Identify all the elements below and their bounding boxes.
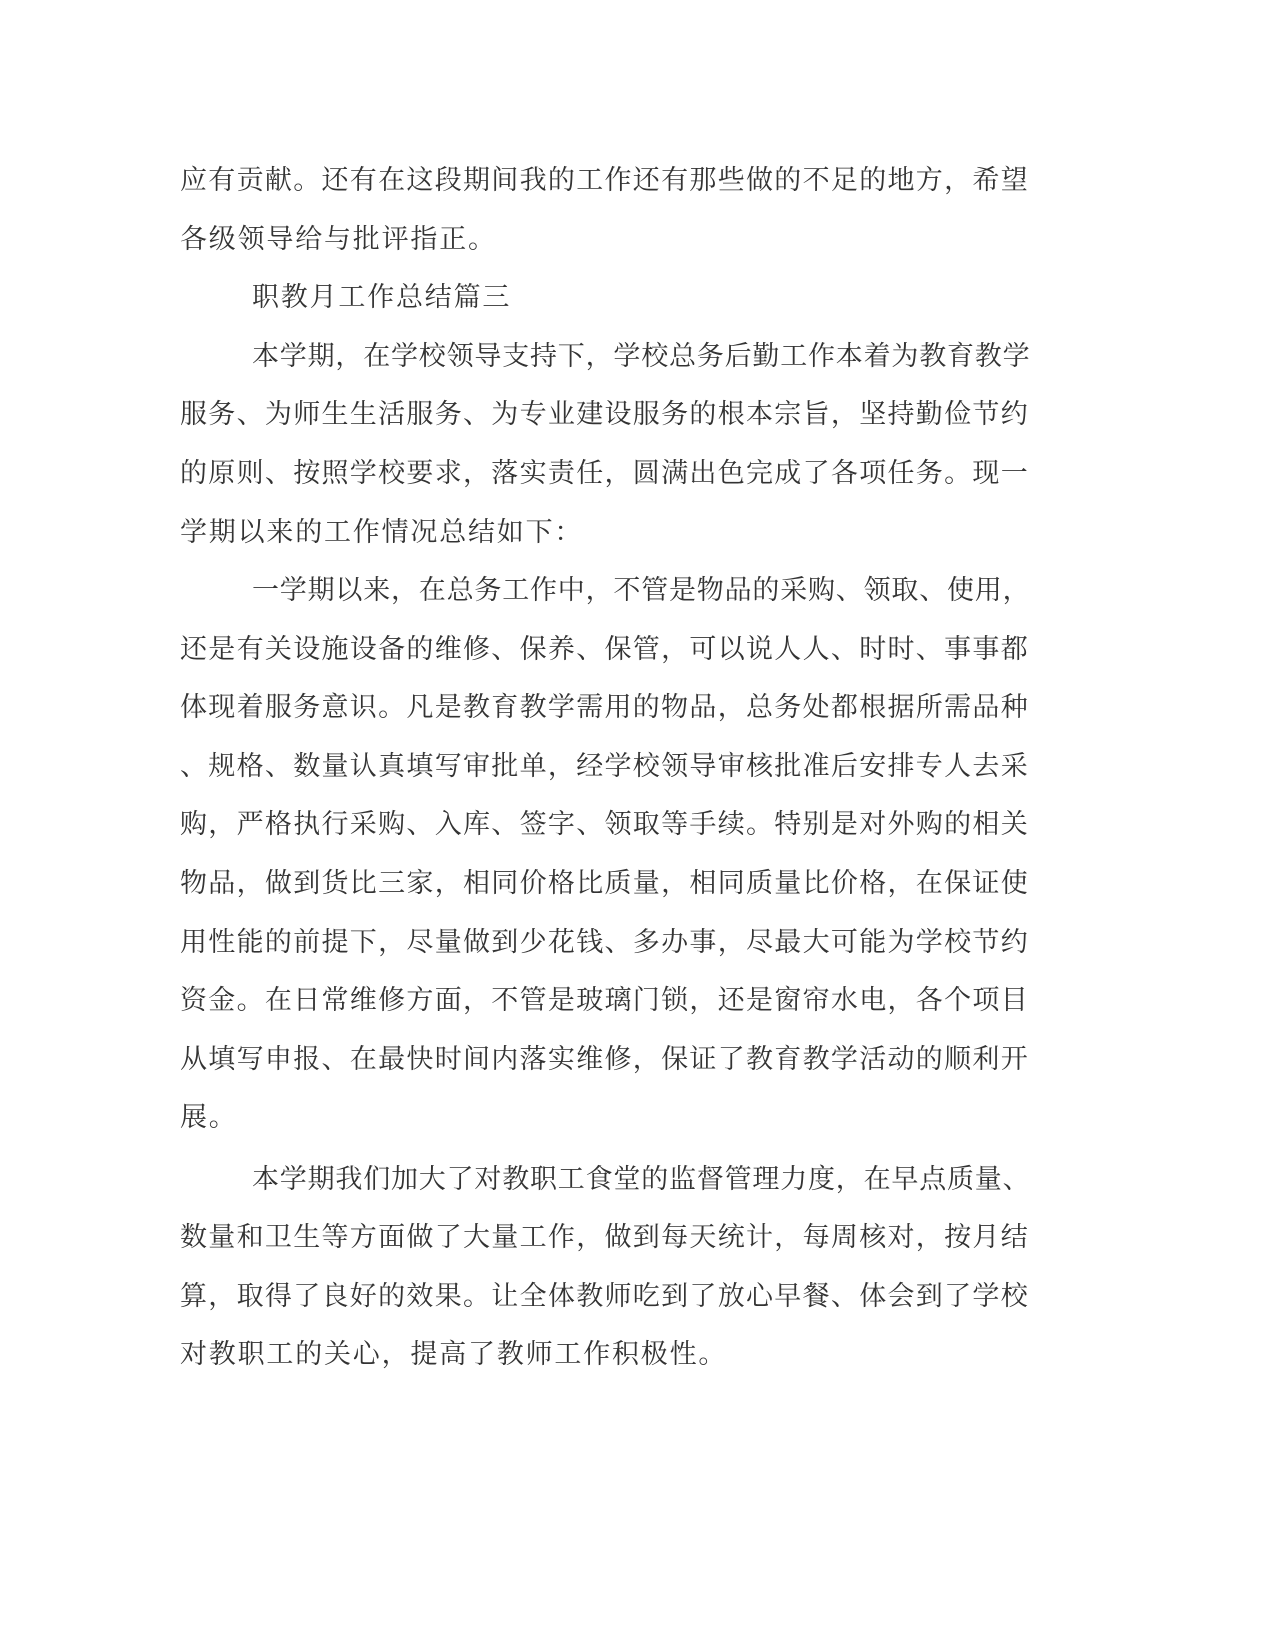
text-line: 的原则、按照学校要求，落实责任，圆满出色完成了各项任务。现一 bbox=[180, 458, 1029, 489]
text-line: 各级领导给与批评指正。 bbox=[180, 224, 497, 255]
paragraph-first-line: 本学期，在学校领导支持下，学校总务后勤工作本着为教育教学 bbox=[252, 341, 1031, 372]
text-line: 数量和卫生等方面做了大量工作，做到每天统计，每周核对，按月结 bbox=[180, 1222, 1029, 1253]
text-line: 对教职工的关心，提高了教师工作积极性。 bbox=[180, 1339, 728, 1370]
text-line: 体现着服务意识。凡是教育教学需用的物品，总务处都根据所需品种 bbox=[180, 692, 1029, 723]
text-line: 算，取得了良好的效果。让全体教师吃到了放心早餐、体会到了学校 bbox=[180, 1281, 1029, 1312]
text-line: 物品，做到货比三家，相同价格比质量，相同质量比价格，在保证使 bbox=[180, 868, 1029, 899]
text-line: 服务、为师生生活服务、为专业建设服务的根本宗旨，坚持勤俭节约 bbox=[180, 399, 1029, 430]
section-heading: 职教月工作总结篇三 bbox=[252, 282, 512, 313]
text-line: 购，严格执行采购、入库、签字、领取等手续。特别是对外购的相关 bbox=[180, 809, 1029, 840]
text-line: 从填写申报、在最快时间内落实维修，保证了教育教学活动的顺利开 bbox=[180, 1044, 1029, 1075]
text-line: 用性能的前提下，尽量做到少花钱、多办事，尽最大可能为学校节约 bbox=[180, 927, 1029, 958]
paragraph-first-line: 一学期以来，在总务工作中，不管是物品的采购、领取、使用， bbox=[252, 575, 1031, 606]
text-line: 学期以来的工作情况总结如下： bbox=[180, 517, 584, 548]
text-line: 、规格、数量认真填写审批单，经学校领导审核批准后安排专人去采 bbox=[180, 751, 1029, 782]
text-line: 还是有关设施设备的维修、保养、保管，可以说人人、时时、事事都 bbox=[180, 634, 1029, 665]
text-line: 展。 bbox=[180, 1102, 238, 1133]
paragraph-first-line: 本学期我们加大了对教职工食堂的监督管理力度，在早点质量、 bbox=[252, 1164, 1031, 1195]
text-line: 应有贡献。还有在这段期间我的工作还有那些做的不足的地方，希望 bbox=[180, 165, 1029, 196]
text-line: 资金。在日常维修方面，不管是玻璃门锁，还是窗帘水电，各个项目 bbox=[180, 985, 1029, 1016]
